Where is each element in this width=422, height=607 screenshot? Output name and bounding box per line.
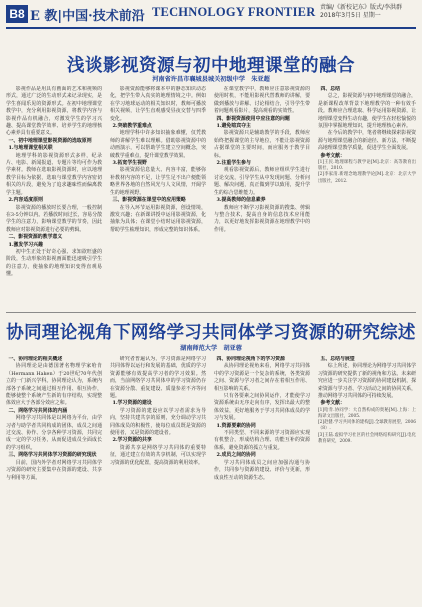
body-paragraph: 初中生正处于好奇心强、求知欲旺盛的阶段，生动形象的影视画面能迅速吸引学生的注意力，使抽象的地理知识变得直观易懂。 (6, 248, 102, 278)
article1-column (6, 86, 102, 308)
body-paragraph: 资源共享是网络学习共同体的重要特征，通过建立有效的共享机制，可以实现学习资源的优化配置，提高资源的利用效率。 (110, 444, 206, 466)
section-heading: 3.提高教师的信息素养 (216, 197, 266, 204)
body-paragraph: 总之，影视资源与初中地理课堂的融合，是新课程改革背景下地理教学的一种有效手段。教师应合理选取、科学运用影视资源，让地理课堂变得生动有趣，使学生在轻松愉悦的氛围中掌握地理知识，提升地理核心素养。 (318, 93, 416, 130)
article2-column (214, 356, 310, 604)
reference-item: [2]李家清.新理念地理教学论[M].北京：北京大学出版社，2012. (318, 172, 416, 184)
section-heading: 五、总结与展望 (320, 356, 355, 362)
section-heading: 四、总结 (320, 86, 341, 92)
reference-item: [3]王陆.虚拟学习社区的社会网络结构研究[J].电化教育研究，2009. (318, 432, 416, 444)
section-heading: 一、初中地理课堂影视资源的选取原则 (8, 137, 92, 144)
newspaper-header (0, 0, 422, 34)
body-paragraph: 不同类型、不同来源的学习资源应实现有机整合，形成结构合理、功能互补的资源体系，避免资源的孤立与重复。 (214, 430, 310, 451)
section-heading: 1.与地理课堂相关联 (8, 145, 53, 152)
body-paragraph: 协同理论是由德国著名物理学家哈肯（Hermann Haken）于20世纪70年代创立的一门新兴学科。协同理论认为，系统内部各子系统之间通过相互作用、相互协作，能够使整个系统产生新的有序结构，实现整体效应大于各部分效应之和。 (6, 363, 102, 407)
section-heading: 1.避免喧宾夺主 (216, 123, 251, 130)
body-paragraph: 网络学习共同体是以网络为平台，由学习者与助学者共同构成的团体，成员之间通过交流、协作、分享各种学习资源，共同完成一定的学习任务，从而促进成员全面成长的学习组织。 (6, 415, 102, 451)
section-heading: 1.学习资源的建设 (112, 400, 152, 407)
section-heading: 1.资源要素的协同 (216, 422, 256, 429)
body-paragraph: 影视资源只是辅助教学的手段，教师应始终把握课堂的主导地位，不能让影视资源占据课堂的主要时间，而应服务于教学目标。 (214, 130, 310, 159)
article1-byline: 河南省许昌市襄城县城关初级中学 朱亚超 (152, 76, 270, 83)
section-heading: 四、协同理论视角下的学习资源 (216, 356, 285, 362)
section-heading: 三、影视资源在课堂中的应用策略 (112, 197, 186, 204)
section-heading: 二、网络学习共同体的内涵 (8, 407, 68, 414)
section-heading: 1.激发学习兴趣 (8, 241, 43, 248)
article2-byline: 湖南师范大学 胡亚蓉 (180, 345, 242, 352)
section-heading: 二、影视资源的教学意义 (8, 234, 63, 241)
issue-meta-line: 责编/《新校记东》版式/李洪群 (320, 4, 403, 11)
body-paragraph: 学习资源的建设应以学习者需求为导向，坚持共建共享的原则，充分调动学习共同体成员的积极性，使每位成员既是资源的使用者，又是资源的建设者。 (110, 407, 206, 437)
section-brand-english: TECHNOLOGY FRONTIER (152, 5, 316, 19)
article1-column (110, 86, 206, 308)
page-number: B8 (6, 5, 28, 23)
body-paragraph: 影视资源的播放时长要合理，一般控制在3-5分钟以内。若播放时间过长，容易分散学生的注意力，影响课堂教学的节奏，因此教师应对影视资源进行必要的剪辑。 (6, 204, 102, 233)
issue-meta-line: 2018年3月5日 星期一 (320, 12, 381, 19)
body-paragraph: 在课堂教学中，教师应注意影视资源的使用时机，不能用影视代替教师的讲解，要做到播放与讲解、讨论相结合，引导学生带着问题观看影片，提高观看的实效性。 (214, 86, 310, 115)
section-heading: 参考文献： (320, 400, 345, 407)
section-heading: 一、协同理论的相关概述 (8, 356, 63, 362)
body-paragraph: 学习共同体成员之间应加强沟通与协作，共同参与资源的建设、评价与更新，形成良性互动的资源生态。 (214, 459, 310, 481)
section-heading: 参考文献： (320, 152, 345, 159)
reference-item: [1]哈肯.协同学：大自然构成的奥秘[M].上海：上海译文出版社，2005. (318, 407, 416, 420)
body-paragraph: 只有各要素之间协同运作，才能使学习资源系统由无序走向有序，发挥出最大的整体效益，更好地服务于学习共同体成员的学习与发展。 (214, 393, 310, 422)
body-paragraph: 在导入环节运用影视资源，创设情境，激发兴趣；在新课讲授中运用影视资源，化抽象为具体；在课堂小结时运用影视资源，帮助学生梳理知识，形成完整的知识体系。 (110, 204, 206, 233)
article2-column (318, 356, 416, 604)
article2-column (110, 356, 206, 604)
reference-item: [2]赵健.学习共同体的建构[J].全球教育展望，2006（8）. (318, 420, 416, 432)
section-heading: 2.学习资源的共享 (112, 437, 152, 444)
body-paragraph: 研究者普遍认为，学习资源是网络学习共同体得以运行和发展的基础，优质的学习资源能够有效提高学习者的学习效果。然而，当前网络学习共同体中的学习资源仍存在资源分散、重复建设、质量参差不齐等问题。 (110, 356, 206, 400)
body-paragraph: 地理学科中许多知识抽象难懂，仅凭教师的讲解学生难以理解。借助影视资源中的动画演示，可以帮助学生建立空间概念，突破教学重难点，提升课堂教学效果。 (110, 130, 206, 159)
section-heading: 2.内容适度原则 (8, 197, 43, 204)
article2-column (6, 356, 102, 604)
body-paragraph: 观看影视资源后，教师应组织学生进行讨论交流，引导学生从中发现问题、分析问题、解决问题，真正做到学以致用，提升学生的综合思维能力。 (214, 167, 310, 196)
section-heading: 2.突破教学重难点 (112, 123, 152, 130)
body-paragraph: 教师应不断学习影视资源的搜集、剪辑与整合技术，提高自身的信息技术应用能力，以更好地发挥影视资源在地理教学中的作用。 (214, 204, 310, 233)
article-divider (6, 312, 416, 313)
article1-title: 浅谈影视资源与初中地理课堂的融合 (67, 56, 355, 76)
body-paragraph: 在今后的教学中，笔者将继续探索影视资源与地理课堂融合的新途径、新方法，不断提高地理课堂教学质量，促进学生全面发展。 (318, 130, 416, 152)
article1-column (318, 86, 416, 308)
body-paragraph: 影视资源能够将课本中的静态知识动态化，把学生带入真实的地理情境之中。例如在学习地球运动的相关知识时，教师可播放相关视频，让学生直观感受昼夜交替与四季变化。 (110, 86, 206, 122)
section-heading: 四、影视资源使用中应注意的问题 (216, 115, 290, 122)
section-heading: 三、网络学习共同体学习资源的研究现状 (8, 452, 97, 459)
body-paragraph: 综上所述，协同理论为网络学习共同体学习资源的研究提供了新的视角和方法。未来研究应进一步关注学习资源的协同建设机制，探索资源与学习者、学习活动之间的协同关系，推动网络学习共同体的可持续发展。 (318, 363, 416, 400)
body-paragraph: 影视作品是用具有画面的艺术和视频的形式，通过广泛的生动形式来记录现实，是学生喜闻乐见的资源形式。在初中地理课堂教学中，充分利用影视资源，将教学内容与影视作品有机融合，对激发学生的学习兴趣、提高课堂教学效率、培养学生的地理核心素养具有重要意义。 (6, 86, 102, 137)
body-paragraph: 目前，国内外学者对网络学习共同体学习资源的研究主要集中在资源的建设、共享与利用等方面。 (6, 459, 102, 481)
body-paragraph: 影视资源信息量大、内容丰富，能够弥补教材内容的不足，让学生足不出户便能领略世界各地的自然风光与人文风情，开阔学生的地理视野。 (110, 167, 206, 196)
header-rule (6, 27, 416, 29)
section-heading: 2.成员之间的协同 (216, 452, 256, 459)
body-paragraph: 从协同理论视角来看，网络学习共同体中的学习资源是一个复杂的系统，各类资源之间、资源与学习者之间存在着相互作用、相互影响的关系。 (214, 363, 310, 392)
issue-meta (320, 4, 418, 20)
reference-item: [1]王民.地理课程与教学论[M].北京：高等教育出版社，2010. (318, 160, 416, 172)
section-heading: 3.拓宽学生视野 (112, 160, 147, 167)
article2-title: 协同理论视角下网络学习共同体学习资源的研究综述 (6, 323, 416, 343)
article1-column (214, 86, 310, 308)
section-brand: E 教|中国·技术前沿 (30, 9, 145, 24)
section-heading: 2.注重学生参与 (216, 160, 251, 167)
body-paragraph: 地理学科的影视资源形式多样，纪录片、电影、新闻报道、专题片等均可作为教学素材。教师在选取影视资源时，应以地理教学目标为依据，选取与课堂教学内容密切相关的片段，避免为了追求趣味性而偏离教学主题。 (6, 152, 102, 196)
